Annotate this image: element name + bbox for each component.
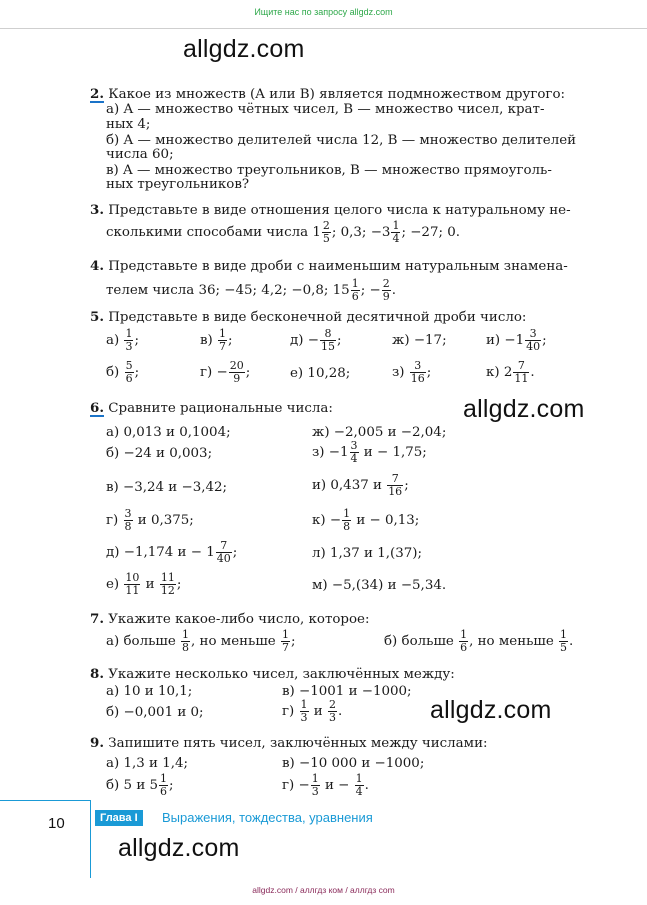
problem-8-line1 bbox=[90, 666, 455, 683]
problem-3-line1 bbox=[90, 202, 571, 219]
item-6d: д) −1,174 и − 1 $\frac{7}{40}$ ; bbox=[106, 539, 238, 565]
problem-2-line5: числа 60; bbox=[106, 147, 174, 162]
problem-number: 7. bbox=[90, 611, 104, 627]
problem-number: 9. bbox=[90, 735, 104, 751]
footer-vertical-rule bbox=[90, 800, 91, 878]
problem-3-line2 bbox=[106, 220, 460, 245]
item-6v: в) −3,24 и −3,42; bbox=[106, 480, 228, 495]
problem-number: 2. bbox=[90, 86, 104, 102]
text: ; − bbox=[360, 283, 381, 298]
item-6i: и) 0,437 и $\frac{7}{16}$ ; bbox=[312, 472, 409, 498]
problem-4-line1 bbox=[90, 258, 568, 275]
problem-number: 8. bbox=[90, 666, 104, 682]
problem-text: Запишите пять чисел, заключённых между числами: bbox=[108, 736, 488, 751]
problem-text: Укажите какое-либо число, которое: bbox=[108, 612, 370, 627]
item-6k: к) − $\frac{1}{8}$ и − 0,13; bbox=[312, 507, 420, 533]
problem-2-line1 bbox=[90, 86, 565, 103]
item-8v: в) −1001 и −1000; bbox=[282, 684, 412, 699]
item-5i: и) −1 $\frac{3}{40}$ ; bbox=[486, 327, 547, 353]
item-7a: а) больше $\frac{1}{8}$ , но меньше $\frac{1}{7}$ ; bbox=[106, 628, 296, 654]
item-9a: а) 1,3 и 1,4; bbox=[106, 756, 189, 771]
problem-text: Какое из множеств (A или B) является подмножеством другого: bbox=[108, 87, 566, 102]
item-5v: в) $\frac{1}{7}$ ; bbox=[200, 327, 233, 353]
item-5e: е) 10,28; bbox=[290, 366, 351, 381]
problem-text: Представьте в виде дроби с наименьшим натуральным знамена- bbox=[108, 259, 568, 274]
chapter-title: Выражения, тождества, уравнения bbox=[162, 810, 373, 825]
item-6zh: ж) −2,005 и −2,04; bbox=[312, 425, 447, 440]
problem-number: 5. bbox=[90, 309, 104, 325]
item-5d: д) − $\frac{8}{15}$ ; bbox=[290, 327, 342, 353]
item-6l: л) 1,37 и 1,(37); bbox=[312, 546, 423, 561]
problem-number: 3. bbox=[90, 202, 104, 218]
watermark: allgdz.com bbox=[430, 696, 552, 724]
fraction: $\frac{1}{6}$ bbox=[351, 277, 359, 303]
problem-4-line2 bbox=[106, 278, 396, 303]
footer-rule bbox=[0, 800, 90, 801]
bottom-ad-links[interactable]: allgdz.com / аллгдз ком / аллгдз com bbox=[252, 885, 395, 895]
problem-number: 6. bbox=[90, 400, 104, 416]
item-6e: е) $\frac{10}{11}$ и $\frac{11}{12}$ ; bbox=[106, 571, 182, 597]
top-ad-text[interactable]: Ищите нас по запросу allgdz.com bbox=[254, 7, 393, 17]
watermark: allgdz.com bbox=[118, 834, 240, 862]
problem-2-line7: ных треугольников? bbox=[106, 177, 250, 192]
watermark: allgdz.com bbox=[463, 395, 585, 423]
problem-2-line3: ных 4; bbox=[106, 117, 151, 132]
item-8g: г) $\frac{1}{3}$ и $\frac{2}{3}$ . bbox=[282, 698, 343, 724]
item-5zh: ж) −17; bbox=[392, 333, 447, 348]
problem-number: 4. bbox=[90, 258, 104, 274]
item-6a: а) 0,013 и 0,1004; bbox=[106, 425, 231, 440]
problem-2-line6: в) A — множество треугольников, B — множество прямоуголь- bbox=[106, 163, 552, 178]
chapter-badge: Глава I bbox=[95, 810, 143, 826]
item-5g: г) − $\frac{20}{9}$ ; bbox=[200, 359, 251, 385]
text: сколькими способами числа 1 bbox=[106, 225, 321, 240]
problem-text: Представьте в виде отношения целого числа к натуральному не- bbox=[108, 203, 571, 218]
problem-9-line1 bbox=[90, 735, 488, 752]
item-8a: а) 10 и 10,1; bbox=[106, 684, 193, 699]
fraction: $\frac{2}{9}$ bbox=[382, 277, 390, 303]
item-5b: б) $\frac{5}{6}$ ; bbox=[106, 359, 140, 385]
item-6b: б) −24 и 0,003; bbox=[106, 446, 213, 461]
problem-6-line1 bbox=[90, 400, 333, 417]
item-9g: г) − $\frac{1}{3}$ и − $\frac{1}{4}$ . bbox=[282, 772, 369, 798]
item-8b: б) −0,001 и 0; bbox=[106, 705, 204, 720]
problem-5-line1 bbox=[90, 309, 526, 326]
text: ; 0,3; −3 bbox=[331, 225, 391, 240]
item-7b: б) больше $\frac{1}{6}$ , но меньше $\frac{1}{5}$ . bbox=[384, 628, 574, 654]
problem-text: Представьте в виде бесконечной десятичной дроби число: bbox=[108, 310, 527, 325]
item-6m: м) −5,(34) и −5,34. bbox=[312, 578, 447, 593]
top-divider bbox=[0, 28, 647, 29]
problem-text: Сравните рациональные числа: bbox=[108, 401, 333, 416]
text: ; −27; 0. bbox=[401, 225, 461, 240]
fraction: $\frac{1}{4}$ bbox=[392, 219, 400, 245]
item-6z: з) −1 $\frac{3}{4}$ и − 1,75; bbox=[312, 439, 427, 465]
text: телем числа 36; −45; 4,2; −0,8; 15 bbox=[106, 283, 350, 298]
item-6g: г) $\frac{3}{8}$ и 0,375; bbox=[106, 507, 194, 533]
fraction: $\frac{2}{5}$ bbox=[322, 219, 330, 245]
problem-2-line4: б) A — множество делителей числа 12, B — множество делителей bbox=[106, 133, 577, 148]
item-5a: а) $\frac{1}{3}$ ; bbox=[106, 327, 139, 353]
text: . bbox=[391, 283, 396, 298]
page-number: 10 bbox=[48, 815, 65, 832]
problem-7-line1 bbox=[90, 611, 370, 628]
watermark: allgdz.com bbox=[183, 35, 305, 63]
item-9v: в) −10 000 и −1000; bbox=[282, 756, 425, 771]
problem-2-line2: а) A — множество чётных чисел, B — множество чисел, крат- bbox=[106, 102, 545, 117]
item-5k: к) 2 $\frac{7}{11}$ . bbox=[486, 359, 535, 385]
item-9b: б) 5 и 5 $\frac{1}{6}$ ; bbox=[106, 772, 174, 798]
problem-text: Укажите несколько чисел, заключённых между: bbox=[108, 667, 455, 682]
item-5z: з) $\frac{3}{16}$ ; bbox=[392, 359, 432, 385]
